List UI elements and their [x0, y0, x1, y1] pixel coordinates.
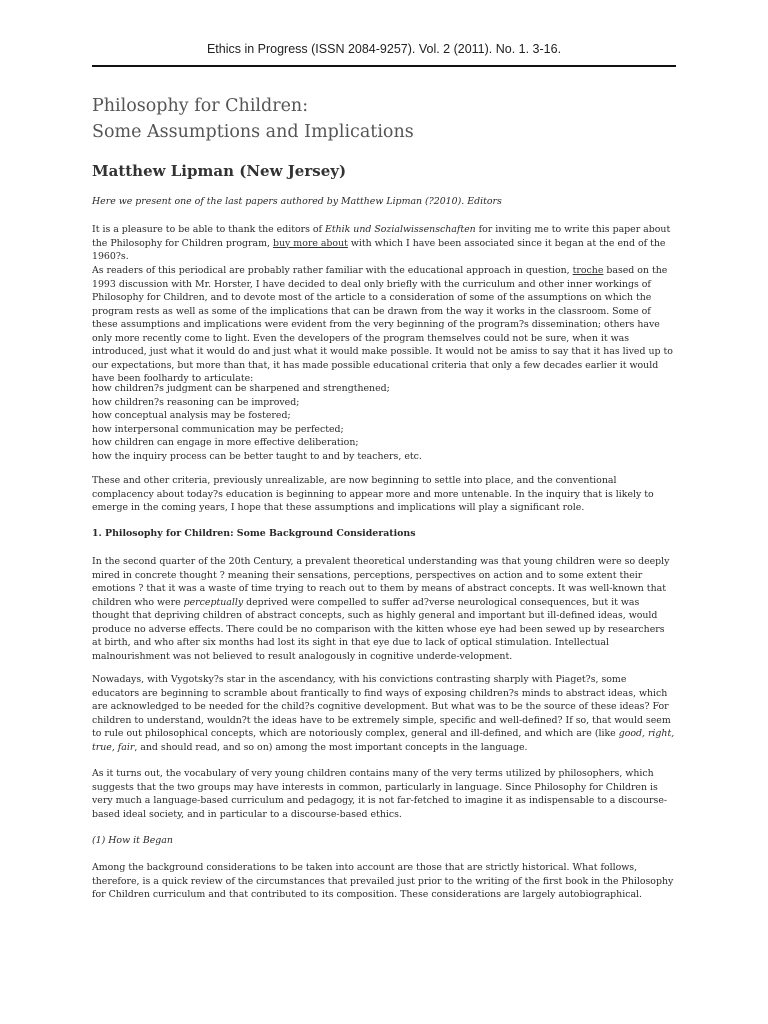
list-item: how interpersonal communication may be perfected; — [92, 423, 344, 435]
subsection-heading: (1) How it Began — [92, 835, 173, 846]
paragraph-4 — [92, 555, 676, 663]
list-item: how conceptual analysis may be fostered; — [92, 410, 291, 421]
title-line-1: Philosophy for Children: — [92, 96, 309, 116]
paragraph-4-text-b: deprived were compelled to suffer ad?verse neurological consequences, but it was thought that depriving children of abstract concepts, such as highly general and important but ill-defined ideas, would produce no adverse effects. There could be no comparison with the kitten whose eye had been sewed up by researchers at birth, and who after six months had lost its sight in that eye due to lack of optical stimulation. Intellectual malnourishment was not believed to result analogously in cognitive underde-velopment. — [92, 596, 665, 662]
paragraph-5 — [92, 673, 676, 754]
paragraph-2-text-b: based on the 1993 discussion with Mr. Horster, I have decided to deal only briefly with the curriculum and other inner workings of Philosophy for Children, and to devote most of the article to a consideration of some of the assumptions on which the program rests as well as some of the implications that can be drawn from the way it works in the classroom. Some of these assumptions and implications were evident from the very beginning of the program?s dissemination; others have only more recently come to light. Even the developers of the program themselves could not be sure, when it was introduced, just what it would do and just what it would make possible. It would not be amiss to say that it has lived up to our expectations, but more than that, it has made possible educational criteria that only a few decades earlier it would have been foolhardy to articulate: — [92, 265, 673, 384]
section-heading-1: 1. Philosophy for Children: Some Background Considerations — [92, 528, 416, 539]
emphasis-concepts: good, right, true, fair — [92, 728, 675, 753]
criteria-list — [92, 382, 676, 463]
troche-link[interactable]: troche — [572, 265, 604, 276]
paragraph-5-text-a: Nowadays, with Vygotsky?s star in the ascendancy, with his convictions contrasting sharply with Piaget?s, some educators are beginning to scramble about frantically to find ways of exposing children?s minds to abstract ideas, which are acknowledged to be needed for the child?s cognitive development. But what was to be the source of these ideas? For children to understand, wouldn?t the ideas have to be extremely simple, specific and well-defined? If so, that would seem to rule out philosophical concepts, which are notoriously complex, general and ill-defined, and which are (like — [92, 674, 671, 739]
author-name: Matthew Lipman (New Jersey) — [92, 162, 347, 180]
paragraph-1-text-c: with which I have been associated since it began at the end of the 1960?s. — [92, 237, 666, 262]
paragraph-2-text-a: As readers of this periodical are probably rather familiar with the educational approach in question, — [92, 265, 573, 276]
paragraph-7: Among the background considerations to be taken into account are those that are strictly historical. What follows, therefore, is a quick review of the circumstances that prevailed just prior to the writing of the first book in the Philosophy for Children curriculum and that contributed to its composition. These considerations are largely autobiographical. — [92, 862, 674, 900]
journal-name: Ethik und Sozialwissenschaften — [325, 224, 476, 235]
list-item: how children?s reasoning can be improved; — [92, 396, 300, 408]
running-header: Ethics in Progress (ISSN 2084-9257). Vol. 2 (2011). No. 1. 3-16. — [206, 42, 562, 56]
list-item: how children can engage in more effective deliberation; — [92, 437, 359, 448]
paragraph-4-text-a: In the second quarter of the 20th Century, a prevalent theoretical understanding was that young children were so deeply mired in concrete thought ? meaning their sensations, perceptions, perspectives on action and to some extent their emotions ? that it was a waste of time trying to reach out to them by means of abstract concepts. It was well-known that children who were — [92, 556, 670, 608]
article-title — [92, 93, 676, 145]
editor-note: Here we present one of the last papers authored by Matthew Lipman (?2010). Editors — [92, 196, 502, 207]
list-item: how children?s judgment can be sharpened and strengthened; — [92, 383, 390, 394]
paragraph-5-text-b: , and should read, and so on) among the most important concepts in the language. — [134, 741, 528, 753]
emphasis-perceptually: perceptually — [183, 596, 244, 608]
paragraph-1-text-b: for inviting me to write this paper about the Philosophy for Children program, — [92, 224, 671, 249]
paragraph-1 — [92, 223, 676, 264]
header-rule — [92, 65, 676, 67]
paragraph-3: These and other criteria, previously unrealizable, are now beginning to settle into place, and the conventional complacency about today?s education is beginning to appear more and more untenable. In the inquiry that is likely to emerge in the coming years, I hope that these assumptions and implications will play a significant role. — [92, 475, 654, 513]
paragraph-1-text-a: It is a pleasure to be able to thank the editors of — [92, 224, 325, 235]
list-item: how the inquiry process can be better taught to and by teachers, etc. — [92, 450, 422, 462]
title-line-2: Some Assumptions and Implications — [92, 122, 414, 142]
paragraph-2 — [92, 264, 676, 386]
buy-more-about-link[interactable]: buy more about — [272, 237, 348, 249]
paragraph-6: As it turns out, the vocabulary of very young children contains many of the very terms utilized by philosophers, which suggests that the two groups may have interests in common, particularly in language. Since Philosophy for Children is very much a language-based curriculum and pedagogy, it is not far-fetched to imagine it as indispensable to a discourse-based ideal society, and in particular to a discourse-based ethics. — [92, 768, 668, 820]
